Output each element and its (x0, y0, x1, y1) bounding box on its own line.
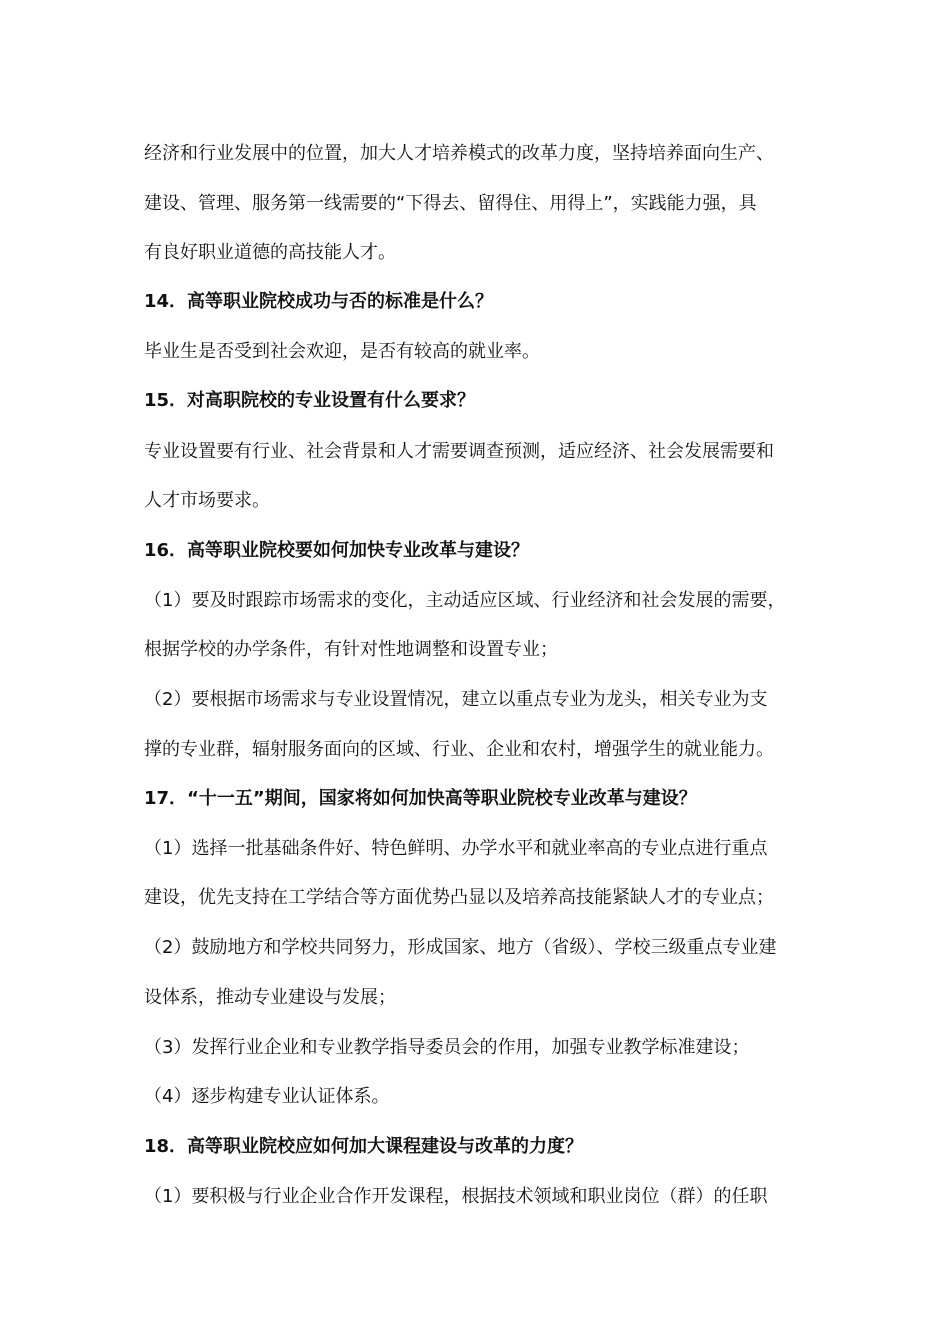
paragraph-line: 有良好职业道德的高技能人才。 (144, 242, 396, 263)
question-heading: 17．“十一五”期间，国家将如何加快高等职业院校专业改革与建设？ (144, 788, 697, 809)
answer-line: （1）要积极与行业企业合作开发课程，根据技术领域和职业岗位（群）的任职 (144, 1186, 768, 1207)
answer-line: （2）要根据市场需求与专业设置情况，建立以重点专业为龙头，相关专业为支 (144, 689, 768, 710)
question-heading: 15．对高职院校的专业设置有什么要求？ (144, 390, 476, 411)
answer-line: 专业设置要有行业、社会背景和人才需要调查预测，适应经济、社会发展需要和 (144, 441, 774, 462)
answer-line: （4）逐步构建专业认证体系。 (144, 1086, 390, 1107)
answer-line: 建设，优先支持在工学结合等方面优势凸显以及培养高技能紧缺人才的专业点； (144, 887, 774, 908)
question-heading: 16．高等职业院校要如何加快专业改革与建设？ (144, 540, 530, 561)
answer-line: 设体系，推动专业建设与发展； (144, 987, 396, 1008)
answer-line: 根据学校的办学条件，有针对性地调整和设置专业； (144, 639, 558, 660)
answer-line: 毕业生是否受到社会欢迎，是否有较高的就业率。 (144, 341, 540, 362)
question-heading: 18．高等职业院校应如何加大课程建设与改革的力度？ (144, 1136, 584, 1157)
paragraph-line: 建设、管理、服务第一线需要的“下得去、留得住、用得上”，实践能力强，具 (144, 193, 757, 214)
answer-line: 撑的专业群，辐射服务面向的区域、行业、企业和农村，增强学生的就业能力。 (144, 739, 774, 760)
answer-line: （1）要及时跟踪市场需求的变化，主动适应区域、行业经济和社会发展的需要， (144, 590, 786, 611)
answer-line: （3）发挥行业企业和专业教学指导委员会的作用，加强专业教学标准建设； (144, 1037, 750, 1058)
paragraph-line: 经济和行业发展中的位置，加大人才培养模式的改革力度，坚持培养面向生产、 (144, 143, 774, 164)
answer-line: 人才市场要求。 (144, 490, 270, 511)
question-heading: 14．高等职业院校成功与否的标准是什么？ (144, 291, 494, 312)
answer-line: （1）选择一批基础条件好、特色鲜明、办学水平和就业率高的专业点进行重点 (144, 838, 768, 859)
answer-line: （2）鼓励地方和学校共同努力，形成国家、地方（省级）、学校三级重点专业建 (144, 937, 777, 958)
